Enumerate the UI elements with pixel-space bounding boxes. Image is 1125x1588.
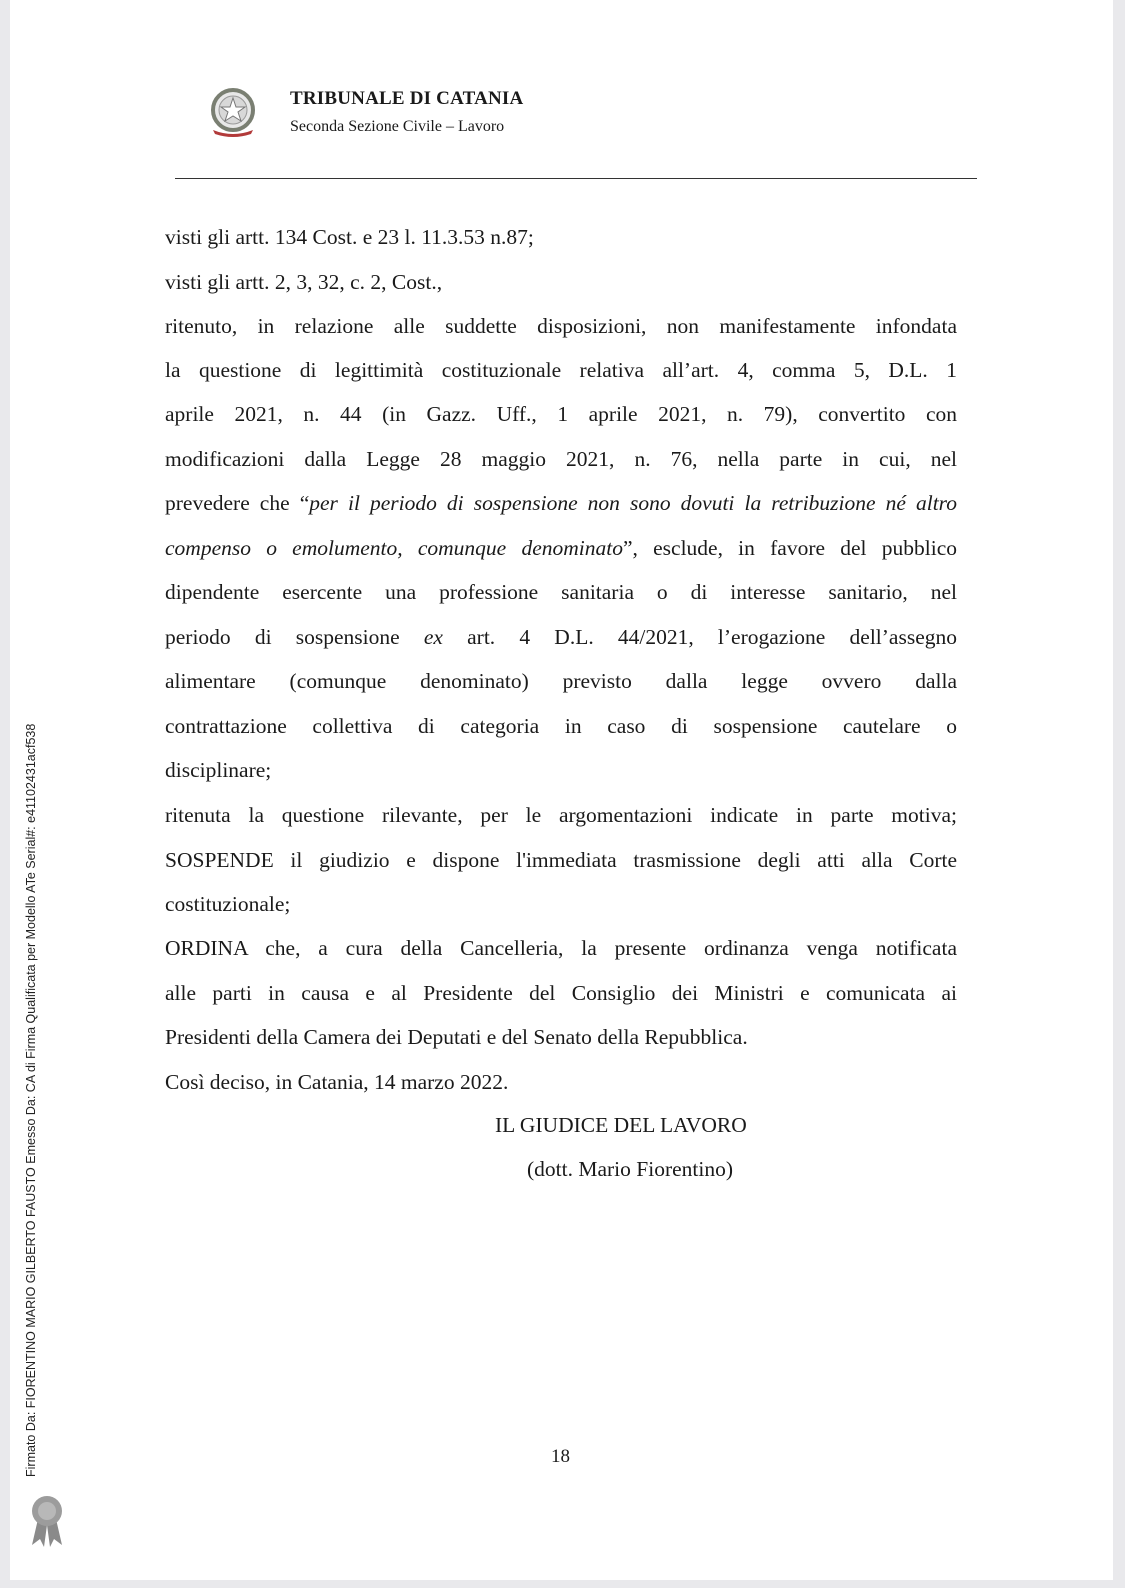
body-line: SOSPENDE il giudizio e dispone l'immediata trasmissione degli atti alla Corte bbox=[165, 848, 957, 872]
text: prevedere che “ bbox=[165, 491, 310, 515]
court-name: TRIBUNALE DI CATANIA bbox=[290, 88, 524, 109]
body-line: Così deciso, in Catania, 14 marzo 2022. bbox=[165, 1070, 509, 1094]
latin-term: ex bbox=[423, 625, 443, 649]
court-section: Seconda Sezione Civile – Lavoro bbox=[290, 118, 505, 135]
body-line: costituzionale; bbox=[165, 892, 291, 916]
body-line: aprile 2021, n. 44 (in Gazz. Uff., 1 aprile 2021, n. 79), convertito con bbox=[165, 402, 957, 426]
header-divider bbox=[175, 178, 977, 179]
body-line: modificazioni dalla Legge 28 maggio 2021, n. 76, nella parte in cui, nel bbox=[165, 447, 957, 471]
italian-republic-emblem-icon bbox=[207, 86, 259, 140]
quoted-text: compenso o emolumento, comunque denominato bbox=[165, 536, 623, 560]
signature-seal-icon bbox=[26, 1493, 68, 1549]
digital-signature-text: Firmato Da: FIORENTINO MARIO GILBERTO FAUSTO Emesso Da: CA di Firma Qualificata per Modello ATe Serial#: e41102431acf538 bbox=[24, 723, 38, 1477]
body-line: disciplinare; bbox=[165, 758, 272, 782]
judge-name: (dott. Mario Fiorentino) bbox=[527, 1157, 734, 1181]
body-line bbox=[165, 624, 957, 650]
body-line: contrattazione collettiva di categoria in caso di sospensione cautelare o bbox=[165, 714, 957, 738]
body-line: ORDINA che, a cura della Cancelleria, la presente ordinanza venga notificata bbox=[165, 936, 957, 960]
body-line: visti gli artt. 2, 3, 32, c. 2, Cost., bbox=[165, 270, 443, 294]
text: art. 4 D.L. 44/2021, l’erogazione dell’assegno bbox=[442, 625, 958, 649]
body-line bbox=[165, 535, 957, 561]
body-line: visti gli artt. 134 Cost. e 23 l. 11.3.53 n.87; bbox=[165, 225, 534, 249]
body-line: ritenuto, in relazione alle suddette disposizioni, non manifestamente infondata bbox=[165, 314, 957, 338]
text: periodo di sospensione bbox=[165, 625, 424, 649]
body-line: Presidenti della Camera dei Deputati e del Senato della Repubblica. bbox=[165, 1025, 748, 1049]
body-line: dipendente esercente una professione sanitaria o di interesse sanitario, nel bbox=[165, 580, 957, 604]
body-line: la questione di legittimità costituzionale relativa all’art. 4, comma 5, D.L. 1 bbox=[165, 358, 957, 382]
judge-title: IL GIUDICE DEL LAVORO bbox=[495, 1113, 747, 1137]
body-line: alle parti in causa e al Presidente del Consiglio dei Ministri e comunicata ai bbox=[165, 981, 957, 1005]
body-line: ritenuta la questione rilevante, per le argomentazioni indicate in parte motiva; bbox=[165, 803, 957, 827]
body-line bbox=[165, 490, 957, 516]
page-number: 18 bbox=[551, 1446, 570, 1467]
text: ”, esclude, in favore del pubblico bbox=[622, 536, 957, 560]
quoted-text: per il periodo di sospensione non sono dovuti la retribuzione né altro bbox=[309, 491, 957, 515]
body-line: alimentare (comunque denominato) previsto dalla legge ovvero dalla bbox=[165, 669, 957, 693]
